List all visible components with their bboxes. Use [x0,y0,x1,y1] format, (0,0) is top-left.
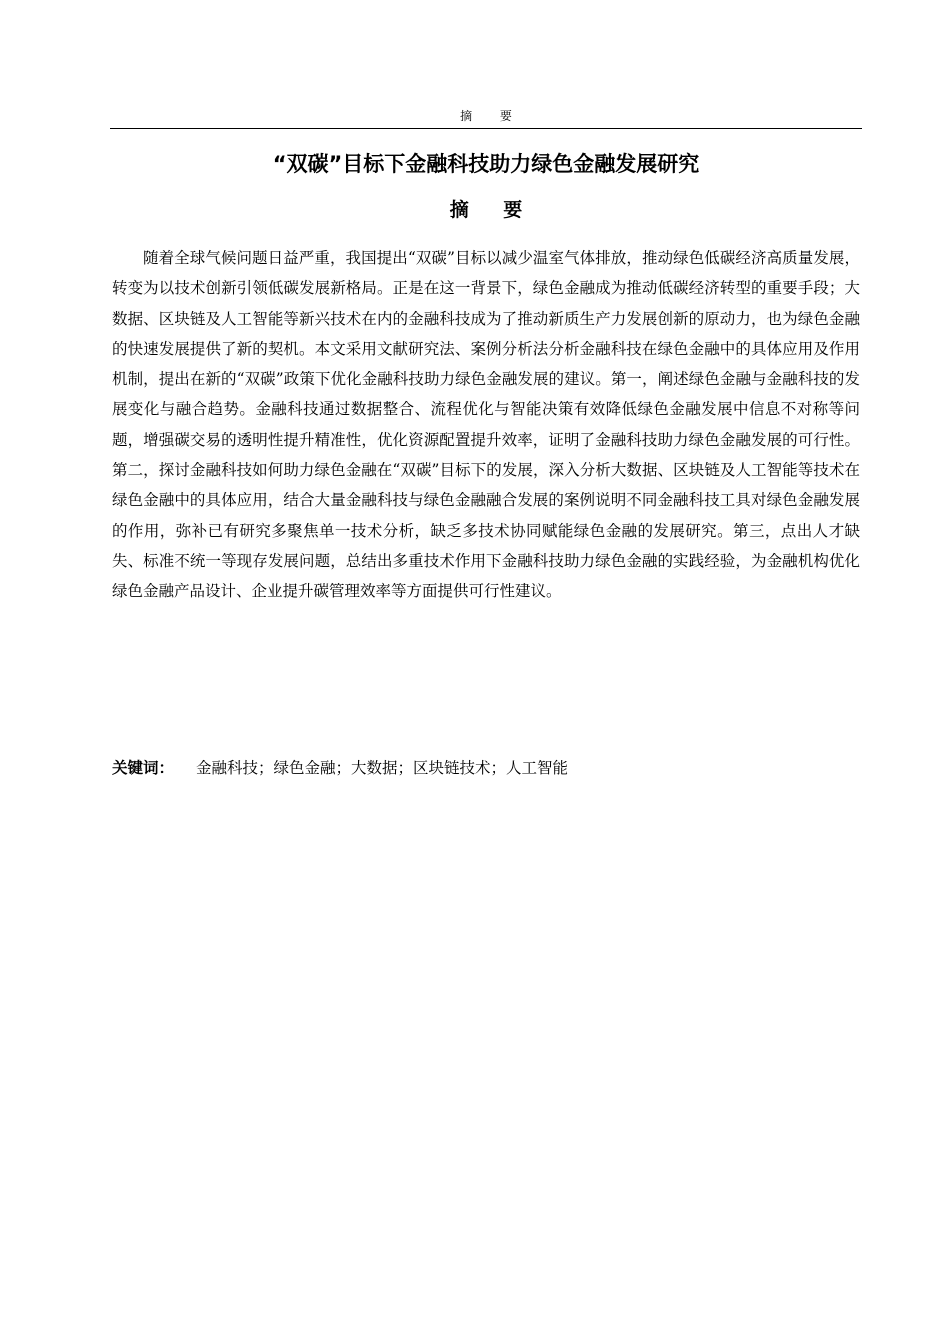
section-heading: 摘 要 [449,199,537,221]
abstract-paragraph: 随着全球气候问题日益严重，我国提出“双碳”目标以减少温室气体排放，推动绿色低碳经济高质量发展，转变为以技术创新引领低碳发展新格局。正是在这一背景下，绿色金融成为推动低碳经济转型的重要手段；大数据、区块链及人工智能等新兴技术在内的金融科技成为了推动新质生产力发展创新的原动力，也为绿色金融的快速发展提供了新的契机。本文采用文献研究法、案例分析法分析金融科技在绿色金融中的具体应用及作用机制，提出在新的“双碳”政策下优化金融科技助力绿色金融发展的建议。第一，阐述绿色金融与金融科技的发展变化与融合趋势。金融科技通过数据整合、流程优化与智能决策有效降低绿色金融发展中信息不对称等问题，增强碳交易的透明性提升精准性，优化资源配置提升效率，证明了金融科技助力绿色金融发展的可行性。第二，探讨金融科技如何助力绿色金融在“双碳”目标下的发展，深入分析大数据、区块链及人工智能等技术在绿色金融中的具体应用，结合大量金融科技与绿色金融融合发展的案例说明不同金融科技工具对绿色金融发展的作用，弥补已有研究多聚焦单一技术分析，缺乏多技术协同赋能绿色金融的发展研究。第三，点出人才缺失、标准不统一等现存发展问题，总结出多重技术作用下金融科技助力绿色金融的实践经验，为金融机构优化绿色金融产品设计、企业提升碳管理效率等方面提供可行性建议。 [112,249,860,601]
running-header: 摘 要 [460,109,524,123]
header-rule [110,128,862,129]
keywords-line [112,754,860,782]
keywords-label: 关键词： [112,759,175,777]
keywords-text: 金融科技；绿色金融；大数据；区块链技术；人工智能 [196,759,569,777]
document-title: “双碳”目标下金融科技助力绿色金融发展研究 [272,152,700,176]
